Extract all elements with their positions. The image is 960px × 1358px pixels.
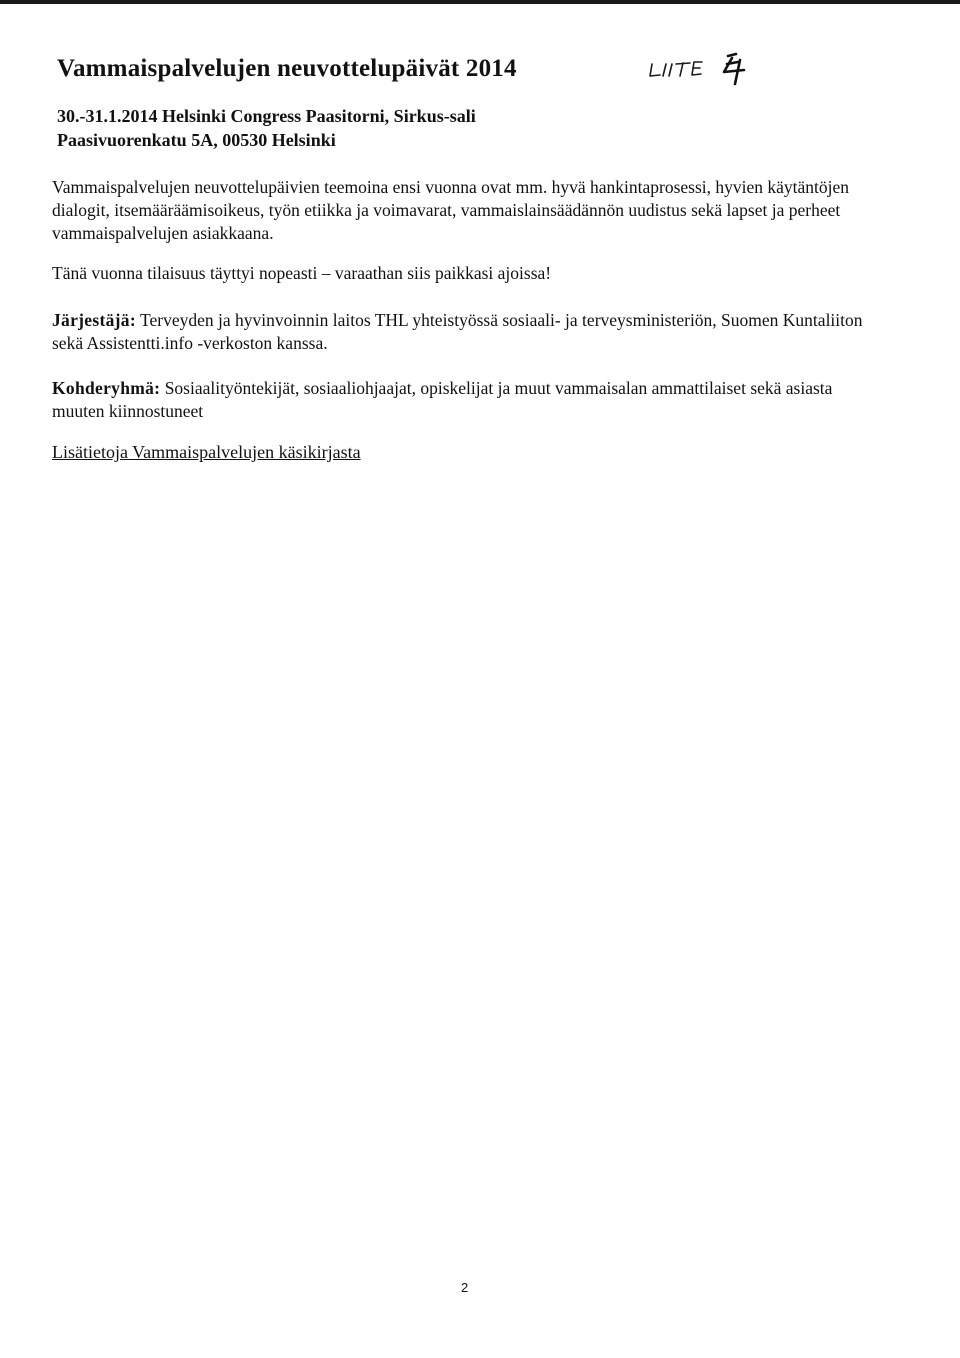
document-title: Vammaispalvelujen neuvottelupäivät 2014 <box>57 55 517 82</box>
organizer-paragraph <box>52 309 882 355</box>
themes-paragraph: Vammaispalvelujen neuvottelupäivien teemoina ensi vuonna ovat mm. hyvä hankintaprosessi, hyvien käytäntöjen dialogit, itsemääräämisoikeus, työn etiikka ja voimavarat, vammaislainsäädännön uudistus sekä lapset ja perheet vammaispalvelujen asiakkaana. <box>52 177 850 243</box>
audience-text: Sosiaalityöntekijät, sosiaaliohjaajat, opiskelijat ja muut vammaisalan ammattilaiset sekä asiasta muuten kiinnostuneet <box>52 378 833 421</box>
organizer-label: Järjestäjä: <box>52 310 136 330</box>
audience-paragraph <box>52 377 882 423</box>
handwritten-annotation <box>648 50 758 90</box>
page-top-border <box>0 0 960 4</box>
registration-notice: Tänä vuonna tilaisuus täyttyi nopeasti – varaathan siis paikkasi ajoissa! <box>52 263 552 283</box>
more-info-link[interactable]: Lisätietoja Vammaispalvelujen käsikirjasta <box>52 442 361 462</box>
event-date-place: 30.-31.1.2014 Helsinki Congress Paasitorni, Sirkus-sali <box>57 106 476 126</box>
audience-label: Kohderyhmä: <box>52 378 161 398</box>
page-number: 2 <box>461 1280 469 1295</box>
organizer-text: Terveyden ja hyvinvoinnin laitos THL yhteistyössä sosiaali- ja terveysministeriön, Suomen Kuntaliiton sekä Assistentti.info -verkoston kanssa. <box>52 310 863 353</box>
event-details <box>57 104 476 152</box>
event-address: Paasivuorenkatu 5A, 00530 Helsinki <box>57 130 336 150</box>
